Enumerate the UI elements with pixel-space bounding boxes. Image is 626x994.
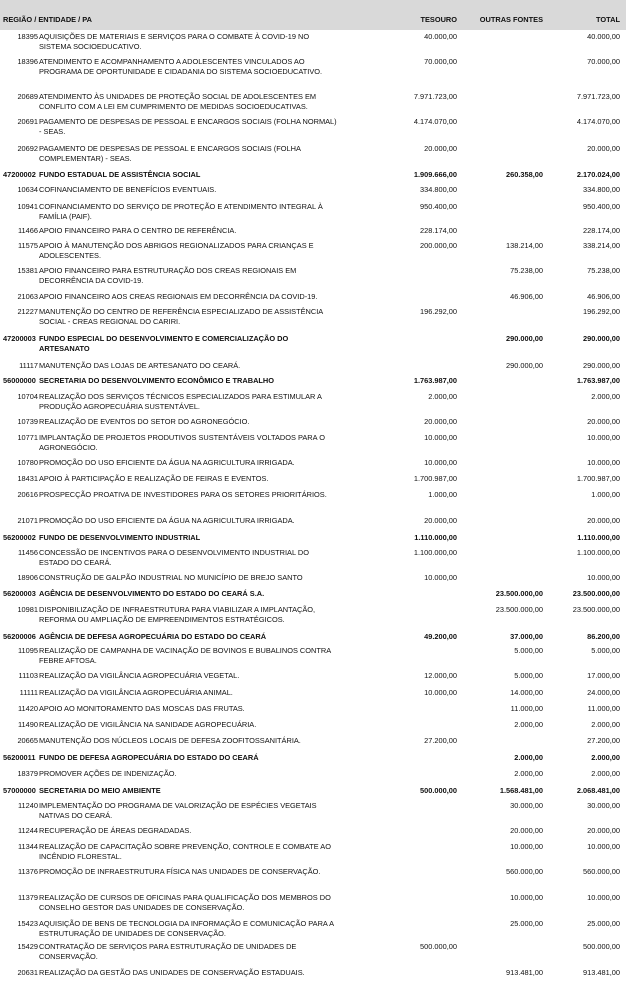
cell-description: FUNDO DE DESENVOLVIMENTO INDUSTRIAL — [39, 533, 201, 542]
cell-code: 10739 — [17, 417, 38, 426]
cell-total: 27.200,00 — [587, 736, 620, 745]
cell-description: APOIO FINANCEIRO PARA O CENTRO DE REFERÊNCIA. — [39, 226, 237, 235]
cell-code: 11111 — [19, 688, 38, 697]
cell-code: 11575 — [17, 241, 38, 250]
header-total: TOTAL — [596, 15, 620, 24]
cell-total: 20.000,00 — [587, 516, 620, 525]
cell-description: IMPLEMENTAÇÃO DO PROGRAMA DE VALORIZAÇÃO DE ESPÉCIES VEGETAIS NATIVAS DO CEARÁ. — [39, 801, 317, 820]
cell-tesouro: 500.000,00 — [420, 786, 457, 795]
cell-total: 20.000,00 — [587, 417, 620, 426]
cell-total: 950.400,00 — [583, 202, 620, 211]
cell-description: APOIO À PARTICIPAÇÃO E REALIZAÇÃO DE FEIRAS E EVENTOS. — [39, 474, 269, 483]
cell-total: 2.170.024,00 — [576, 170, 620, 179]
cell-outras-fontes: 23.500.000,00 — [495, 589, 543, 598]
cell-total: 23.500.000,00 — [572, 589, 620, 598]
cell-code: 21227 — [17, 307, 38, 316]
cell-description: REALIZAÇÃO DA VIGILÂNCIA AGROPECUÁRIA ANIMAL. — [39, 688, 233, 697]
cell-tesouro: 1.909.666,00 — [413, 170, 457, 179]
cell-code: 10634 — [17, 185, 38, 194]
cell-code: 10771 — [17, 433, 38, 442]
cell-code: 20692 — [17, 144, 38, 153]
cell-description: APOIO FINANCEIRO AOS CREAS REGIONAIS EM DECORRÊNCIA DA COVID-19. — [39, 292, 318, 301]
cell-code: 56200006 — [3, 632, 36, 641]
cell-outras-fontes: 290.000,00 — [506, 361, 543, 370]
cell-total: 86.200,00 — [587, 632, 620, 641]
cell-outras-fontes: 2.000,00 — [514, 769, 543, 778]
cell-code: 11117 — [19, 361, 38, 370]
cell-description: SECRETARIA DO MEIO AMBIENTE — [39, 786, 161, 795]
cell-tesouro: 2.000,00 — [428, 392, 457, 401]
cell-tesouro: 334.800,00 — [420, 185, 457, 194]
cell-total: 1.763.987,00 — [576, 376, 620, 385]
cell-code: 21063 — [17, 292, 38, 301]
cell-code: 18906 — [17, 573, 38, 582]
cell-total: 500.000,00 — [583, 942, 620, 951]
cell-tesouro: 200.000,00 — [420, 241, 457, 250]
cell-code: 56200011 — [3, 753, 36, 762]
cell-code: 10981 — [17, 605, 38, 614]
cell-description: FUNDO DE DEFESA AGROPECUÁRIA DO ESTADO DO CEARÁ — [39, 753, 259, 762]
cell-total: 2.068.481,00 — [576, 786, 620, 795]
cell-tesouro: 10.000,00 — [424, 433, 457, 442]
cell-tesouro: 20.000,00 — [424, 516, 457, 525]
cell-code: 18396 — [17, 57, 38, 66]
cell-total: 2.000,00 — [591, 720, 620, 729]
header-tesouro: TESOURO — [420, 15, 457, 24]
cell-total: 30.000,00 — [587, 801, 620, 810]
cell-description: MANUTENÇÃO DOS NÚCLEOS LOCAIS DE DEFESA ZOOFITOSSANITÁRIA. — [39, 736, 301, 745]
cell-description: PROMOÇÃO DO USO EFICIENTE DA ÁGUA NA AGRICULTURA IRRIGADA. — [39, 516, 295, 525]
cell-description: RECUPERAÇÃO DE ÁREAS DEGRADADAS. — [39, 826, 192, 835]
cell-description: DISPONIBILIZAÇÃO DE INFRAESTRUTURA PARA VIABILIZAR A IMPLANTAÇÃO, REFORMA OU AMPLIAÇÃO DE EMPREENDIMENTOS ESTRATÉGICOS. — [39, 605, 316, 624]
header-region-entity: REGIÃO / ENTIDADE / PA — [3, 15, 92, 24]
cell-total: 25.000,00 — [587, 919, 620, 928]
cell-description: FUNDO ESPECIAL DO DESENVOLVIMENTO E COMERCIALIZAÇÃO DO ARTESANATO — [39, 334, 289, 353]
cell-outras-fontes: 138.214,00 — [506, 241, 543, 250]
cell-description: MANUTENÇÃO DAS LOJAS DE ARTESANATO DO CEARÁ. — [39, 361, 241, 370]
cell-tesouro: 1.100.000,00 — [413, 548, 457, 557]
cell-tesouro: 40.000,00 — [424, 32, 457, 41]
cell-outras-fontes: 75.238,00 — [510, 266, 543, 275]
cell-total: 560.000,00 — [583, 867, 620, 876]
cell-outras-fontes: 10.000,00 — [510, 893, 543, 902]
table-header — [0, 0, 626, 30]
cell-total: 338.214,00 — [583, 241, 620, 250]
cell-code: 11095 — [17, 646, 38, 655]
cell-outras-fontes: 5.000,00 — [514, 646, 543, 655]
cell-outras-fontes: 260.358,00 — [506, 170, 543, 179]
cell-tesouro: 1.110.000,00 — [414, 533, 457, 542]
cell-total: 7.971.723,00 — [576, 92, 620, 101]
cell-description: FUNDO ESTADUAL DE ASSISTÊNCIA SOCIAL — [39, 170, 201, 179]
cell-code: 20665 — [17, 736, 38, 745]
cell-outras-fontes: 20.000,00 — [510, 826, 543, 835]
cell-tesouro: 27.200,00 — [424, 736, 457, 745]
cell-outras-fontes: 23.500.000,00 — [495, 605, 543, 614]
cell-code: 11466 — [17, 226, 38, 235]
cell-tesouro: 500.000,00 — [420, 942, 457, 951]
cell-total: 2.000,00 — [591, 769, 620, 778]
cell-description: APOIO FINANCEIRO PARA ESTRUTURAÇÃO DOS CREAS REGIONAIS EM DECORRÊNCIA DA COVID-19. — [39, 266, 297, 285]
cell-total: 334.800,00 — [583, 185, 620, 194]
cell-code: 56200003 — [3, 589, 36, 598]
cell-code: 15423 — [17, 919, 38, 928]
cell-tesouro: 49.200,00 — [424, 632, 457, 641]
cell-description: REALIZAÇÃO DA GESTÃO DAS UNIDADES DE CONSERVAÇÃO ESTADUAIS. — [39, 968, 305, 977]
cell-total: 24.000,00 — [587, 688, 620, 697]
cell-total: 1.700.987,00 — [576, 474, 620, 483]
cell-tesouro: 12.000,00 — [424, 671, 457, 680]
cell-tesouro: 20.000,00 — [424, 144, 457, 153]
cell-total: 5.000,00 — [591, 646, 620, 655]
cell-code: 20616 — [17, 490, 38, 499]
cell-outras-fontes: 2.000,00 — [514, 753, 543, 762]
cell-tesouro: 10.000,00 — [424, 688, 457, 697]
cell-total: 10.000,00 — [587, 842, 620, 851]
cell-description: COFINANCIAMENTO DO SERVIÇO DE PROTEÇÃO E ATENDIMENTO INTEGRAL À FAMÍLIA (PAIF). — [39, 202, 323, 221]
cell-description: REALIZAÇÃO DA VIGILÂNCIA AGROPECUÁRIA VEGETAL. — [39, 671, 240, 680]
cell-total: 228.174,00 — [583, 226, 620, 235]
cell-description: PAGAMENTO DE DESPESAS DE PESSOAL E ENCARGOS SOCIAIS (FOLHA COMPLEMENTAR) - SEAS. — [39, 144, 301, 163]
cell-description: IMPLANTAÇÃO DE PROJETOS PRODUTIVOS SUSTENTÁVEIS VOLTADOS PARA O AGRONEGÓCIO. — [39, 433, 325, 452]
cell-code: 47200003 — [3, 334, 36, 343]
cell-outras-fontes: 560.000,00 — [506, 867, 543, 876]
cell-code: 15429 — [17, 942, 38, 951]
cell-total: 913.481,00 — [583, 968, 620, 977]
cell-tesouro: 70.000,00 — [424, 57, 457, 66]
cell-code: 11244 — [17, 826, 38, 835]
cell-outras-fontes: 290.000,00 — [506, 334, 543, 343]
cell-code: 11420 — [17, 704, 38, 713]
cell-description: PROMOVER AÇÕES DE INDENIZAÇÃO. — [39, 769, 177, 778]
cell-total: 290.000,00 — [583, 361, 620, 370]
cell-description: APOIO AO MONITORAMENTO DAS MOSCAS DAS FRUTAS. — [39, 704, 245, 713]
cell-code: 10780 — [17, 458, 38, 467]
cell-code: 20631 — [17, 968, 38, 977]
cell-description: PAGAMENTO DE DESPESAS DE PESSOAL E ENCARGOS SOCIAIS (FOLHA NORMAL) - SEAS. — [39, 117, 337, 136]
cell-description: PROSPECÇÃO PROATIVA DE INVESTIDORES PARA OS SETORES PRIORITÁRIOS. — [39, 490, 327, 499]
cell-total: 40.000,00 — [587, 32, 620, 41]
cell-total: 10.000,00 — [587, 458, 620, 467]
cell-code: 11490 — [17, 720, 38, 729]
cell-outras-fontes: 1.568.481,00 — [499, 786, 543, 795]
cell-description: COFINANCIAMENTO DE BENEFÍCIOS EVENTUAIS. — [39, 185, 217, 194]
cell-code: 10704 — [17, 392, 38, 401]
cell-total: 17.000,00 — [587, 671, 620, 680]
cell-description: REALIZAÇÃO DE EVENTOS DO SETOR DO AGRONEGÓCIO. — [39, 417, 250, 426]
cell-description: AGÊNCIA DE DESENVOLVIMENTO DO ESTADO DO CEARÁ S.A. — [39, 589, 265, 598]
cell-total: 2.000,00 — [591, 753, 620, 762]
cell-description: MANUTENÇÃO DO CENTRO DE REFERÊNCIA ESPECIALIZADO DE ASSISTÊNCIA SOCIAL - CREAS REGIONAL DO CARIRI. — [39, 307, 323, 326]
cell-outras-fontes: 30.000,00 — [510, 801, 543, 810]
cell-total: 23.500.000,00 — [572, 605, 620, 614]
cell-description: CONSTRUÇÃO DE GALPÃO INDUSTRIAL NO MUNICÍPIO DE BREJO SANTO — [39, 573, 303, 582]
cell-outras-fontes: 5.000,00 — [514, 671, 543, 680]
cell-total: 2.000,00 — [591, 392, 620, 401]
cell-outras-fontes: 37.000,00 — [510, 632, 543, 641]
cell-tesouro: 1.763.987,00 — [413, 376, 457, 385]
cell-description: AGÊNCIA DE DEFESA AGROPECUÁRIA DO ESTADO DO CEARÁ — [39, 632, 267, 641]
cell-total: 10.000,00 — [587, 893, 620, 902]
cell-code: 15381 — [17, 266, 38, 275]
cell-total: 290.000,00 — [583, 334, 620, 343]
cell-code: 18395 — [17, 32, 38, 41]
cell-code: 11456 — [17, 548, 38, 557]
cell-description: APOIO À MANUTENÇÃO DOS ABRIGOS REGIONALIZADOS PARA CRIANÇAS E ADOLESCENTES. — [39, 241, 314, 260]
cell-tesouro: 7.971.723,00 — [413, 92, 457, 101]
cell-tesouro: 950.400,00 — [420, 202, 457, 211]
cell-description: CONCESSÃO DE INCENTIVOS PARA O DESENVOLVIMENTO INDUSTRIAL DO ESTADO DO CEARÁ. — [39, 548, 309, 567]
cell-code: 18431 — [17, 474, 38, 483]
cell-tesouro: 1.000,00 — [428, 490, 457, 499]
cell-description: SECRETARIA DO DESENVOLVIMENTO ECONÔMICO E TRABALHO — [39, 376, 275, 385]
cell-description: ATENDIMENTO ÀS UNIDADES DE PROTEÇÃO SOCIAL DE ADOLESCENTES EM CONFLITO COM A LEI EM CUMPRIMENTO DE MEDIDAS SOCIOEDUCATIVAS. — [39, 92, 317, 111]
cell-total: 20.000,00 — [587, 826, 620, 835]
cell-description: ATENDIMENTO E ACOMPANHAMENTO A ADOLESCENTES VINCULADOS AO PROGRAMA DE OPORTUNIDADE E CIDADANIA DO SISTEMA SOCIOEDUCATIVO. — [39, 57, 323, 76]
cell-outras-fontes: 913.481,00 — [506, 968, 543, 977]
cell-code: 20689 — [17, 92, 38, 101]
cell-tesouro: 10.000,00 — [424, 458, 457, 467]
cell-code: 11344 — [17, 842, 38, 851]
cell-outras-fontes: 11.000,00 — [510, 704, 543, 713]
cell-total: 70.000,00 — [587, 57, 620, 66]
cell-tesouro: 4.174.070,00 — [413, 117, 457, 126]
cell-total: 4.174.070,00 — [576, 117, 620, 126]
cell-code: 18379 — [17, 769, 38, 778]
cell-code: 21071 — [17, 516, 38, 525]
cell-outras-fontes: 14.000,00 — [510, 688, 543, 697]
cell-total: 20.000,00 — [587, 144, 620, 153]
cell-tesouro: 20.000,00 — [424, 417, 457, 426]
cell-total: 196.292,00 — [583, 307, 620, 316]
cell-tesouro: 10.000,00 — [424, 573, 457, 582]
cell-total: 10.000,00 — [587, 433, 620, 442]
cell-outras-fontes: 10.000,00 — [510, 842, 543, 851]
cell-total: 11.000,00 — [587, 704, 620, 713]
cell-description: PROMOÇÃO DO USO EFICIENTE DA ÁGUA NA AGRICULTURA IRRIGADA. — [39, 458, 295, 467]
cell-description: REALIZAÇÃO DE VIGILÂNCIA NA SANIDADE AGROPECUÁRIA. — [39, 720, 257, 729]
cell-description: REALIZAÇÃO DE CAPACITAÇÃO SOBRE PREVENÇÃO, CONTROLE E COMBATE AO INCÊNDIO FLORESTAL. — [39, 842, 331, 861]
cell-outras-fontes: 25.000,00 — [510, 919, 543, 928]
cell-code: 57000000 — [3, 786, 36, 795]
cell-code: 11103 — [18, 671, 38, 680]
cell-code: 47200002 — [3, 170, 36, 179]
cell-description: AQUISIÇÕES DE MATERIAIS E SERVIÇOS PARA O COMBATE À COVID-19 NO SISTEMA SOCIOEDUCATIVO. — [39, 32, 310, 51]
cell-description: REALIZAÇÃO DE CAMPANHA DE VACINAÇÃO DE BOVINOS E BUBALINOS CONTRA FEBRE AFTOSA. — [39, 646, 331, 665]
cell-total: 1.110.000,00 — [577, 533, 620, 542]
cell-total: 1.000,00 — [591, 490, 620, 499]
cell-tesouro: 228.174,00 — [420, 226, 457, 235]
cell-total: 1.100.000,00 — [576, 548, 620, 557]
cell-tesouro: 1.700.987,00 — [413, 474, 457, 483]
cell-total: 10.000,00 — [587, 573, 620, 582]
cell-code: 20691 — [17, 117, 38, 126]
cell-description: AQUISIÇÃO DE BENS DE TECNOLOGIA DA INFORMAÇÃO E COMUNICAÇÃO PARA A ESTRUTURAÇÃO DE UNIDADES DE CONSERVAÇÃO. — [39, 919, 334, 938]
cell-description: REALIZAÇÃO DE CURSOS DE OFICINAS PARA QUALIFICAÇÃO DOS MEMBROS DO CONSELHO GESTOR DAS UNIDADES DE CONSERVAÇÃO. — [39, 893, 331, 912]
cell-outras-fontes: 46.906,00 — [510, 292, 543, 301]
cell-code: 56200002 — [3, 533, 36, 542]
cell-code: 11376 — [17, 867, 38, 876]
cell-outras-fontes: 2.000,00 — [514, 720, 543, 729]
cell-code: 11240 — [17, 801, 38, 810]
cell-description: PROMOÇÃO DE INFRAESTRUTURA FÍSICA NAS UNIDADES DE CONSERVAÇÃO. — [39, 867, 321, 876]
cell-code: 56000000 — [3, 376, 36, 385]
cell-description: REALIZAÇÃO DOS SERVIÇOS TÉCNICOS ESPECIALIZADOS PARA ESTIMULAR A PRODUÇÃO AGROPECUÁRIA SUSTENTÁVEL. — [39, 392, 322, 411]
cell-description: CONTRATAÇÃO DE SERVIÇOS PARA ESTRUTURAÇÃO DE UNIDADES DE CONSERVAÇÃO. — [39, 942, 297, 961]
cell-total: 75.238,00 — [587, 266, 620, 275]
cell-code: 11379 — [17, 893, 38, 902]
header-outras-fontes: OUTRAS FONTES — [479, 15, 543, 24]
cell-total: 46.906,00 — [587, 292, 620, 301]
cell-code: 10941 — [17, 202, 38, 211]
cell-tesouro: 196.292,00 — [420, 307, 457, 316]
